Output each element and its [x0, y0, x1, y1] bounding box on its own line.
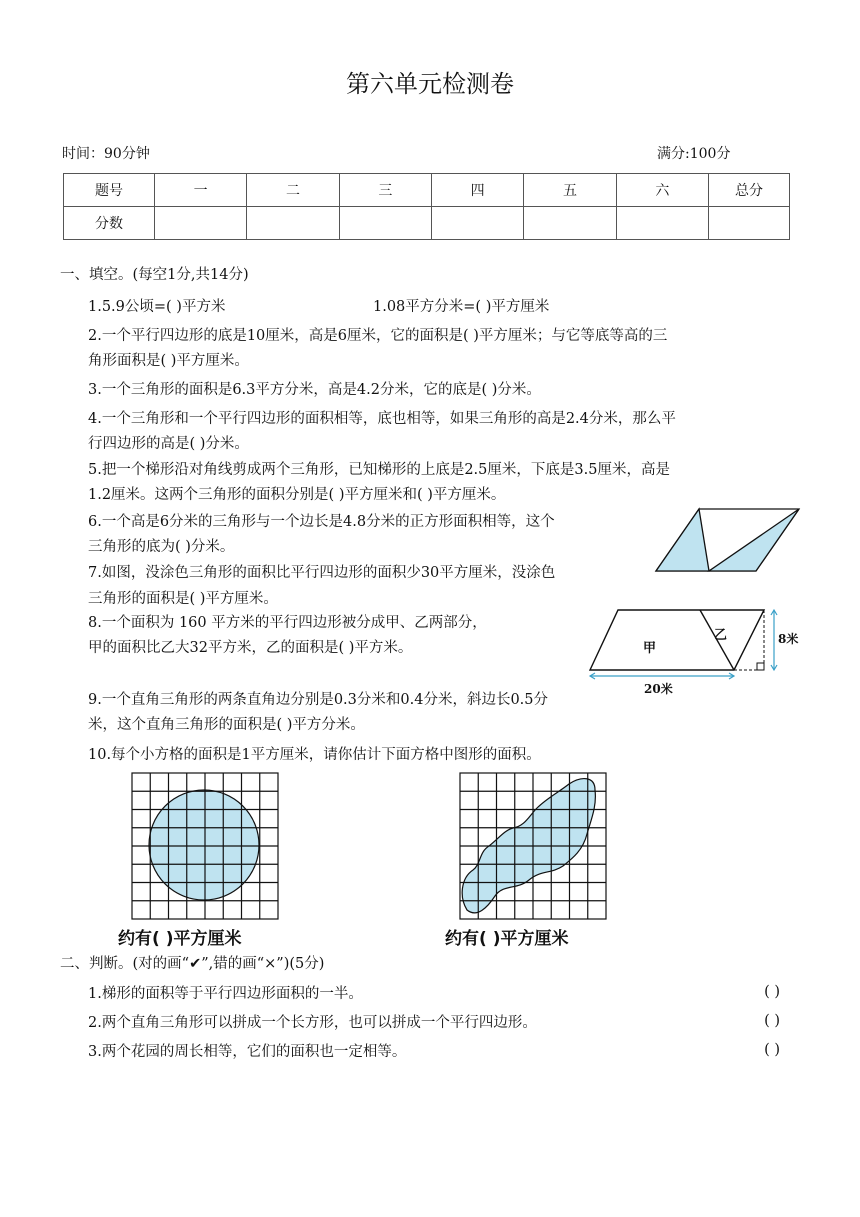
q1b: 1.08平方分米=( )平方厘米	[373, 299, 550, 315]
label-base: 20米	[644, 682, 673, 696]
q8-line1: 8.一个面积为 160 平方米的平行四边形被分成甲、乙两部分，	[88, 615, 487, 631]
parallelogram-jia-yi-figure	[588, 604, 800, 700]
q4-line2: 行四边形的高是( )分米。	[88, 436, 249, 452]
shaded-triangle-left	[656, 509, 709, 571]
q4-line1: 4.一个三角形和一个平行四边形的面积相等，底也相等，如果三角形的高是2.4分米，那么平	[88, 411, 676, 427]
q2-line2: 角形面积是( )平方厘米。	[88, 353, 249, 369]
q6-line2: 三角形的底为( )分米。	[88, 539, 235, 555]
score-cell[interactable]	[709, 207, 790, 240]
q2-line1: 2.一个平行四边形的底是10厘米，高是6厘米，它的面积是( )平方厘米；与它等底等高的三	[88, 328, 668, 344]
q10: 10.每个小方格的面积是1平方厘米，请你估计下面方格中图形的面积。	[88, 747, 541, 763]
score-cell[interactable]	[524, 207, 616, 240]
judge-answer-1[interactable]: ( )	[764, 984, 780, 1000]
label-height: 8米	[778, 632, 799, 646]
score-col-4: 四	[431, 174, 523, 207]
judge-answer-3[interactable]: ( )	[764, 1042, 780, 1058]
score-table-score-row	[64, 207, 790, 240]
score-col-total: 总分	[709, 174, 790, 207]
judge-item-1: 1.梯形的面积等于平行四边形面积的一半。	[88, 986, 363, 1002]
score-table-header-row	[64, 174, 790, 207]
q7-line2: 三角形的面积是( )平方厘米。	[88, 591, 278, 607]
grid-circle-figure	[131, 772, 279, 920]
section1-heading: 一、填空。(每空1分,共14分)	[60, 267, 249, 283]
score-cell[interactable]	[339, 207, 431, 240]
judge-item-3: 3.两个花园的周长相等，它们的面积也一定相等。	[88, 1044, 407, 1060]
label-yi: 乙	[714, 628, 728, 643]
score-table	[63, 173, 790, 240]
q6-line1: 6.一个高是6分米的三角形与一个边长是4.8分米的正方形面积相等，这个	[88, 514, 555, 530]
score-cell[interactable]	[616, 207, 708, 240]
score-table-row-label: 分数	[64, 207, 155, 240]
q5-line2: 1.2厘米。这两个三角形的面积分别是( )平方厘米和( )平方厘米。	[88, 487, 506, 503]
exam-time: 时间：90分钟	[62, 146, 150, 162]
q8-line2: 甲的面积比乙大32平方米，乙的面积是( )平方米。	[88, 640, 413, 656]
q10-caption-2: 约有( )平方厘米	[445, 929, 569, 949]
q1a: 1.5.9公顷=( )平方米	[88, 299, 226, 315]
q9-line2: 米，这个直角三角形的面积是( )平方分米。	[88, 717, 365, 733]
score-col-6: 六	[616, 174, 708, 207]
full-score: 满分:100分	[657, 146, 731, 162]
judge-answer-2[interactable]: ( )	[764, 1013, 780, 1029]
score-col-2: 二	[247, 174, 339, 207]
q9-line1: 9.一个直角三角形的两条直角边分别是0.3分米和0.4分米，斜边长0.5分	[88, 692, 549, 708]
score-cell[interactable]	[431, 207, 523, 240]
score-col-1: 一	[155, 174, 247, 207]
parallelogram-shaded-figure	[654, 507, 802, 573]
q5-line1: 5.把一个梯形沿对角线剪成两个三角形，已知梯形的上底是2.5厘米，下底是3.5厘米，高是	[88, 462, 670, 478]
score-table-header-label: 题号	[64, 174, 155, 207]
score-cell[interactable]	[247, 207, 339, 240]
grid-irregular-figure	[459, 772, 607, 920]
label-jia: 甲	[643, 641, 657, 656]
q10-caption-1: 约有( )平方厘米	[118, 929, 242, 949]
q7-line1: 7.如图，没涂色三角形的面积比平行四边形的面积少30平方厘米，没涂色	[88, 565, 556, 581]
judge-item-2: 2.两个直角三角形可以拼成一个长方形，也可以拼成一个平行四边形。	[88, 1015, 537, 1031]
score-col-3: 三	[339, 174, 431, 207]
page-title: 第六单元检测卷	[346, 70, 514, 98]
score-col-5: 五	[524, 174, 616, 207]
q3: 3.一个三角形的面积是6.3平方分米，高是4.2分米，它的底是( )分米。	[88, 382, 541, 398]
section2-heading: 二、判断。(对的画“✔”,错的画“×”)(5分)	[60, 956, 325, 972]
circle-shape	[149, 790, 259, 900]
score-cell[interactable]	[155, 207, 247, 240]
